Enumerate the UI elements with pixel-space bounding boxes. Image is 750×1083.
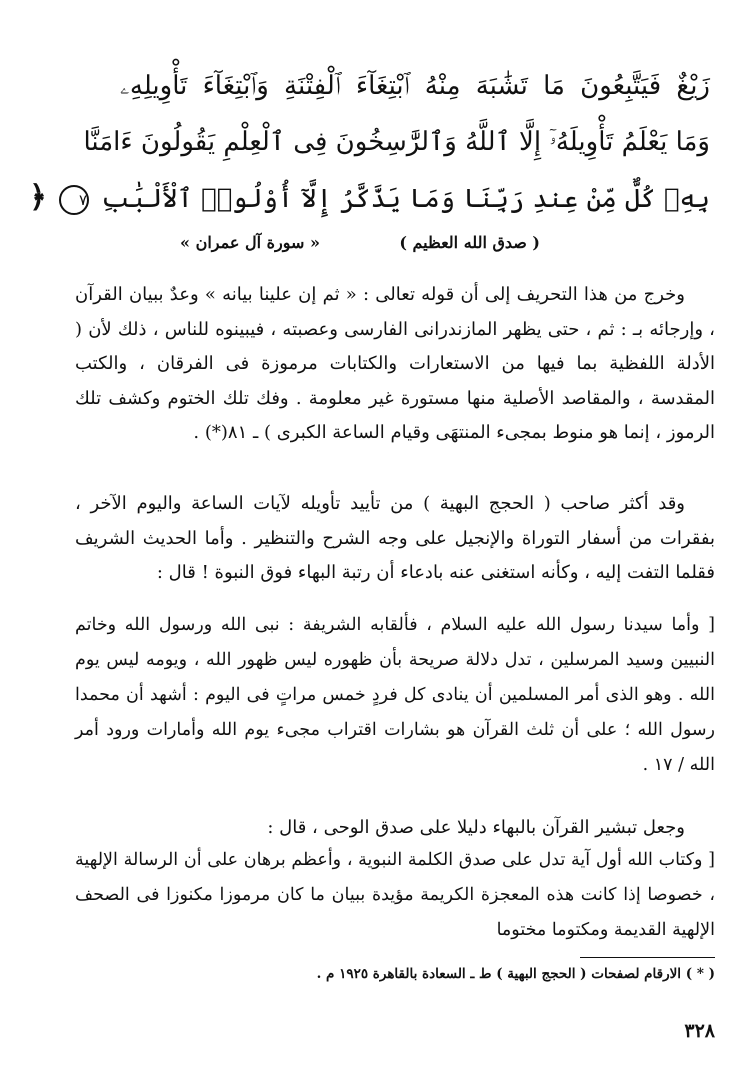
quote-1 bbox=[75, 608, 715, 783]
quran-line-2: وَمَا يَعْلَمُ تَأْوِيلَهُۥٓ إِلَّا ٱللَّهُ وَٱلرَّٰسِخُونَ فِى ٱلْعِلْمِ يَقُولُونَ ءَامَنَّا bbox=[83, 127, 710, 157]
surah-name: « سورة آل عمران » bbox=[180, 233, 320, 252]
paragraph-1-text: وخرج من هذا التحريف إلى أن قوله تعالى : « ثم إن علينا بيانه » وعدٌ ببيان القرآن ، وإرجائه بـ : ثم ، حتى يظهر المازندرانى الفارسى وعصبته ، فيبينوه للناس ، ذلك لأن ( الأدلة اللفظية بما فيها من الاستعارات والكتابات مرموزة فى الفرقان ، والكتب المقدسة ، والمقاصد الأصلية منها مستورة غير معلومة . وفك تلك الختوم وكشف تلك الرموز ، إنما هو منوط بمجىء المنتهَى وقيام الساعة الكبرى ) ـ ٨١(*) . bbox=[75, 284, 715, 443]
quote-2 bbox=[75, 843, 715, 948]
quran-closing-bracket: ﴿ bbox=[29, 180, 47, 215]
page-number: ٣٢٨ bbox=[684, 1020, 715, 1042]
quote-2-text: [ وكتاب الله أول آية تدل على صدق الكلمة النبوية ، وأعظم برهان على أن الرسالة الإلهية ، خصوصا إذا كانت هذه المعجزة الكريمة مؤيدة ببيان ما كان مرموزا مكنوزا فى الصحف الإلهية القديمة ومكتوما مختوما bbox=[75, 850, 715, 940]
paragraph-3 bbox=[75, 811, 715, 846]
quran-line-3 bbox=[29, 170, 710, 226]
quran-line-3-text: بِهِۦ كُلٌّ مِّنْ عِندِ رَبِّنَا وَمَا يَذَّكَّرُ إِلَّآ أُوْلُوا۟ ٱلْأَلْبَٰبِ bbox=[101, 184, 710, 214]
quran-line-1: زَيْغٌ فَيَتَّبِعُونَ مَا تَشَٰبَهَ مِنْهُ ٱبْتِغَآءَ ٱلْفِتْنَةِ وَٱبْتِغَآءَ تَأْوِيلِهِۦ bbox=[120, 71, 710, 101]
quran-verse-block bbox=[29, 58, 710, 226]
footnote-divider bbox=[580, 957, 715, 958]
footnote: ( * ) الارقام لصفحات ( الحجج البهية ) ط ـ السعادة بالقاهرة ١٩٢٥ م . bbox=[316, 966, 715, 982]
sadaqa-text: ( صدق الله العظيم ) bbox=[399, 233, 540, 252]
paragraph-2-text: وقد أكثر صاحب ( الحجج البهية ) من تأييد تأويله لآيات الساعة واليوم الآخر ، بفقرات من أسفار التوراة والإنجيل على وجه الشرح والتنظير . وأما الحديث الشريف فقلما التفت إليه ، وكأنه استغنى عنه بادعاء أن رتبة البهاء فوق النبوة ! قال : bbox=[75, 493, 715, 583]
ayah-number-marker: ٧ bbox=[59, 185, 89, 215]
quote-1-text: [ وأما سيدنا رسول الله عليه السلام ، فألقابه الشريفة : نبى الله ورسول الله وخاتم النبيين وسيد المرسلين ، تدل دلالة صريحة بأن ظهوره ليس ظهور الله ، ويومه ليس يوم الله . وهو الذى أمر المسلمين أن ينادى كل فردٍ خمس مراتٍ فى اليوم : أشهد أن محمدا رسول الله ؛ على أن ثلث القرآن هو بشارات اقتراب مجىء يوم الله وأمارات ورود أمر الله / ١٧ . bbox=[75, 615, 715, 775]
paragraph-1 bbox=[75, 278, 715, 451]
paragraph-3-text: وجعل تبشير القرآن بالبهاء دليلا على صدق الوحى ، قال : bbox=[267, 817, 685, 838]
paragraph-2 bbox=[75, 487, 715, 591]
